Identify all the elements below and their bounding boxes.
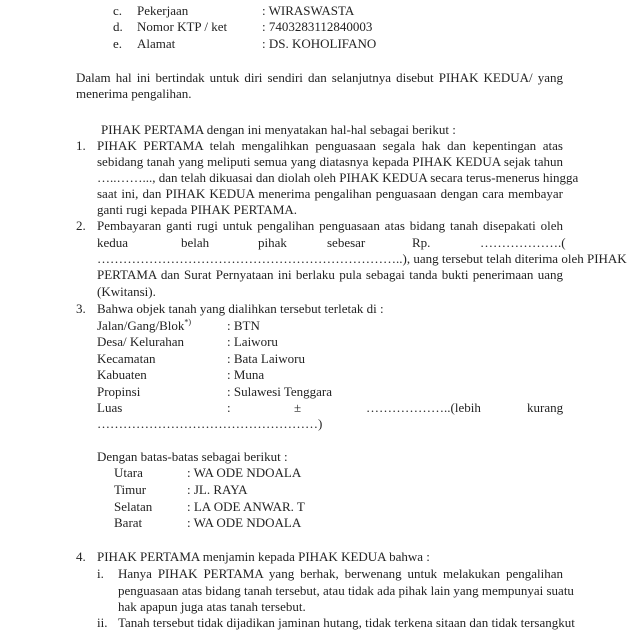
area-word: ± [294,400,302,415]
item-word: sebesar [327,235,366,250]
boundary-value: : WA ODE NDOALA [187,515,302,530]
area-word: : [227,400,231,415]
item-word: kedua [97,235,129,250]
area-line: ……………………………………………) [97,416,323,431]
item-word: Rp. [412,235,431,250]
boundary-value: : WA ODE NDOALA [187,465,302,480]
paragraph-line: menerima pengalihan. [76,86,192,101]
area-word: ………………..(lebih [366,400,481,415]
boundary-label: Selatan [114,499,153,514]
item-number: 4. [76,549,86,564]
detail-value: : WIRASWASTA [262,3,355,18]
location-label: Desa/ Kelurahan [97,334,184,349]
detail-value: : 7403283112840003 [262,19,373,34]
area-word: kurang [527,400,564,415]
location-value: : BTN [227,318,260,333]
footnote-marker: *) [184,317,192,327]
item-intro: PIHAK PERTAMA menjamin kepada PIHAK KEDUA bahwa : [97,549,430,564]
location-label: Propinsi [97,384,141,399]
boundary-value: : JL. RAYA [187,482,248,497]
item-line: Pembayaran ganti rugi untuk pengalihan penguasaan atas bidang tanah disepakati oleh [97,218,563,233]
item-number: 2. [76,218,86,233]
sub-numeral: i. [97,566,104,581]
detail-letter: d. [113,19,123,34]
detail-value: : DS. KOHOLIFANO [262,36,377,51]
location-value: : Bata Laiworu [227,351,305,366]
detail-letter: e. [113,36,123,51]
item-line: PIHAK PERTAMA telah mengalihkan penguasaan segala hak dan kepentingan atas [97,138,563,153]
detail-label: Pekerjaan [137,3,189,18]
item-line: sebidang tanah yang meliputi semua yang diatasnya kepada PIHAK KEDUA sejak tahun [97,154,563,169]
item-word: belah [181,235,210,250]
sub-line: Hanya PIHAK PERTAMA yang berhak, berwenang untuk melakukan pengalihan [118,566,563,581]
item-line: ……………………………………………………………..), uang tersebut telah diterima oleh PIHAK [97,251,627,266]
item-line: ganti rugi kepada PIHAK PERTAMA. [97,202,298,217]
detail-label: Nomor KTP / ket [137,19,228,34]
sub-line: penguasaan atas bidang tanah tersebut, atau tidak ada pihak lain yang mempunyai suatu [118,583,574,598]
location-label: Jalan/Gang/Blok*) [97,317,192,333]
boundary-value: : LA ODE ANWAR. T [187,499,305,514]
item-line: PERTAMA dan Surat Pernyataan ini berlaku pula sebagai tanda bukti penerimaan uang [97,267,563,282]
item-line: …..……..., dan telah dikuasai dan diolah oleh PIHAK KEDUA secara terus-menerus hingga [97,170,579,185]
item-word: ……………….( [480,235,566,250]
item-word: pihak [258,235,287,250]
detail-letter: c. [113,3,123,18]
item-line: (Kwitansi). [97,284,156,299]
location-label: Kecamatan [97,351,156,366]
item-number: 3. [76,301,86,316]
location-value: : Muna [227,367,265,382]
detail-label: Alamat [137,36,176,51]
boundary-label: Utara [114,465,143,480]
item-line: saat ini, dan PIHAK KEDUA menerima pengalihan penguasaan dengan cara membayar [97,186,563,201]
location-value: : Sulawesi Tenggara [227,384,332,399]
area-label: Luas [97,400,123,415]
item-number: 1. [76,138,86,153]
paragraph-line: Dalam hal ini bertindak untuk diri sendiri dan selanjutnya disebut PIHAK KEDUA/ yang [76,70,563,85]
sub-numeral: ii. [97,615,108,630]
location-value: : Laiworu [227,334,278,349]
statement-intro: PIHAK PERTAMA dengan ini menyatakan hal-hal sebagai berikut : [101,122,456,137]
sub-line: hak apapun juga atas tanah tersebut. [118,599,306,614]
boundary-label: Timur [114,482,147,497]
sub-line: Tanah tersebut tidak dijadikan jaminan hutang, tidak terkena sitaan dan tidak tersangkut [118,615,575,630]
boundary-label: Barat [114,515,143,530]
item-intro: Bahwa objek tanah yang dialihkan tersebut terletak di : [97,301,384,316]
location-label: Kabuaten [97,367,147,382]
boundaries-intro: Dengan batas-batas sebagai berikut : [97,449,288,464]
